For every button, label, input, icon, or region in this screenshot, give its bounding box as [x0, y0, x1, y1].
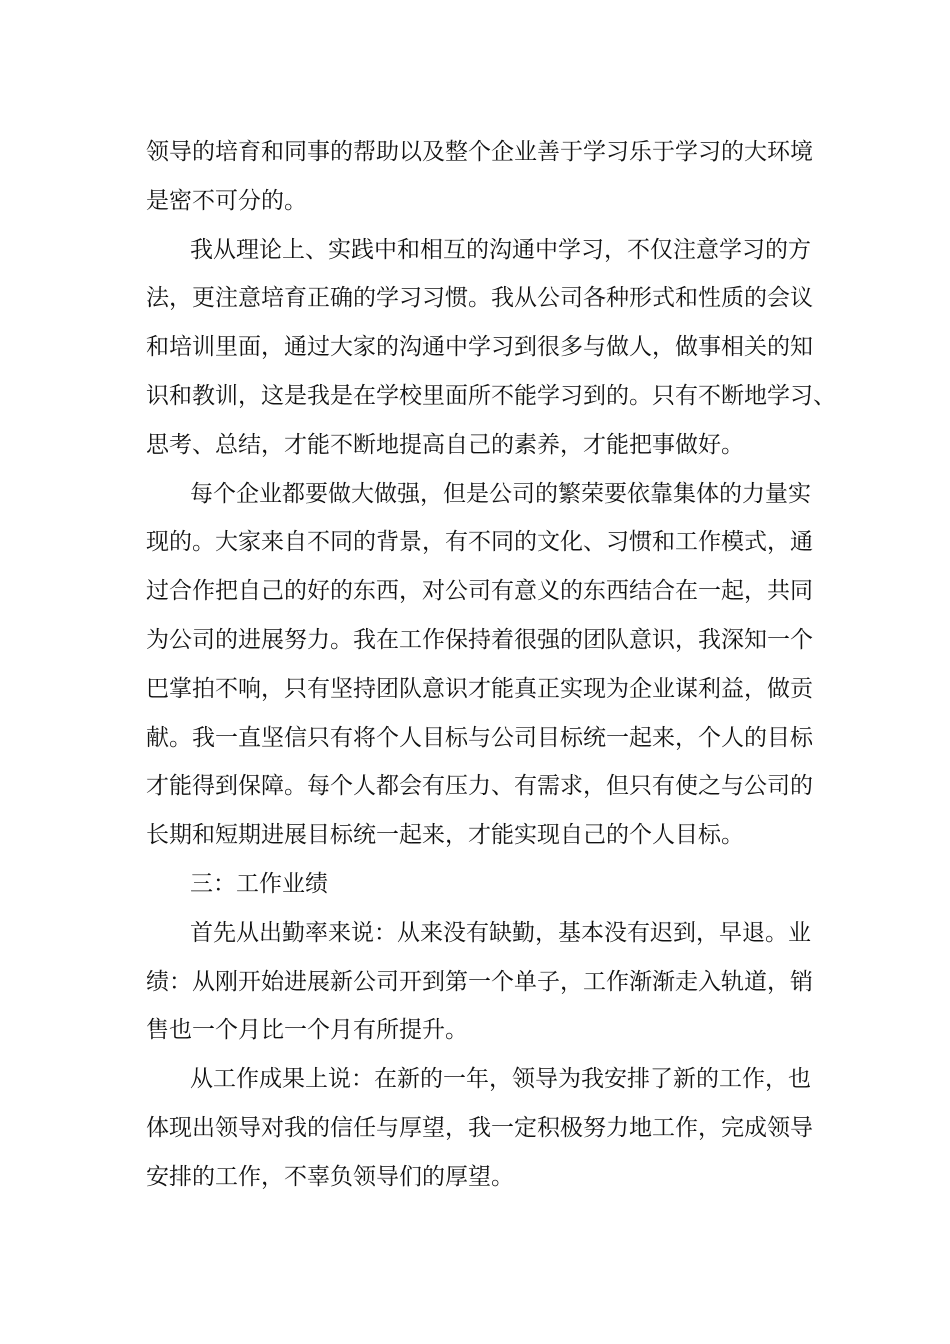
- text-line: 为公司的进展努力。我在工作保持着很强的团队意识，我深知一个: [146, 626, 813, 653]
- text-line: 现的。大家来自不同的背景，有不同的文化、习惯和工作模式，通: [146, 529, 813, 556]
- text-line: 献。我一直坚信只有将个人目标与公司目标统一起来，个人的目标: [146, 724, 813, 751]
- text-line: 才能得到保障。每个人都会有压力、有需求，但只有使之与公司的: [146, 773, 813, 800]
- text-line: 过合作把自己的好的东西，对公司有意义的东西结合在一起，共同: [146, 578, 813, 605]
- body-text: [146, 128, 836, 1202]
- text-line: 法，更注意培育正确的学习习惯。我从公司各种形式和性质的会议: [146, 285, 813, 312]
- text-line: 识和教训，这是我是在学校里面所不能学习到的。只有不断地学习、: [146, 382, 836, 409]
- text-line: 长期和短期进展目标统一起来，才能实现自己的个人目标。: [146, 822, 744, 849]
- paragraph-start-line: 每个企业都要做大做强，但是公司的繁荣要依靠集体的力量实: [190, 480, 811, 507]
- text-line: 思考、总结，才能不断地提高自己的素养，才能把事做好。: [146, 431, 744, 458]
- section-heading: 三：工作业绩: [190, 870, 328, 897]
- paragraph-start-line: 从工作成果上说：在新的一年，领导为我安排了新的工作，也: [190, 1066, 811, 1093]
- text-line: 领导的培育和同事的帮助以及整个企业善于学习乐于学习的大环境: [146, 139, 813, 165]
- text-line: 巴掌拍不响，只有坚持团队意识才能真正实现为企业谋利益，做贡: [146, 675, 813, 702]
- text-line: 绩：从刚开始进展新公司开到第一个单子，工作渐渐走入轨道，销: [146, 968, 813, 995]
- paragraph-start-line: 首先从出勤率来说：从来没有缺勤，基本没有迟到，早退。业: [190, 919, 811, 946]
- text-line: 安排的工作，不辜负领导们的厚望。: [146, 1163, 514, 1190]
- text-line: 体现出领导对我的信任与厚望，我一定积极努力地工作，完成领导: [146, 1114, 813, 1141]
- text-line: 和培训里面，通过大家的沟通中学习到很多与做人，做事相关的知: [146, 334, 813, 361]
- text-line: 是密不可分的。: [146, 187, 307, 214]
- paragraph-start-line: 我从理论上、实践中和相互的沟通中学习，不仅注意学习的方: [190, 236, 811, 263]
- text-line: 售也一个月比一个月有所提升。: [146, 1017, 468, 1044]
